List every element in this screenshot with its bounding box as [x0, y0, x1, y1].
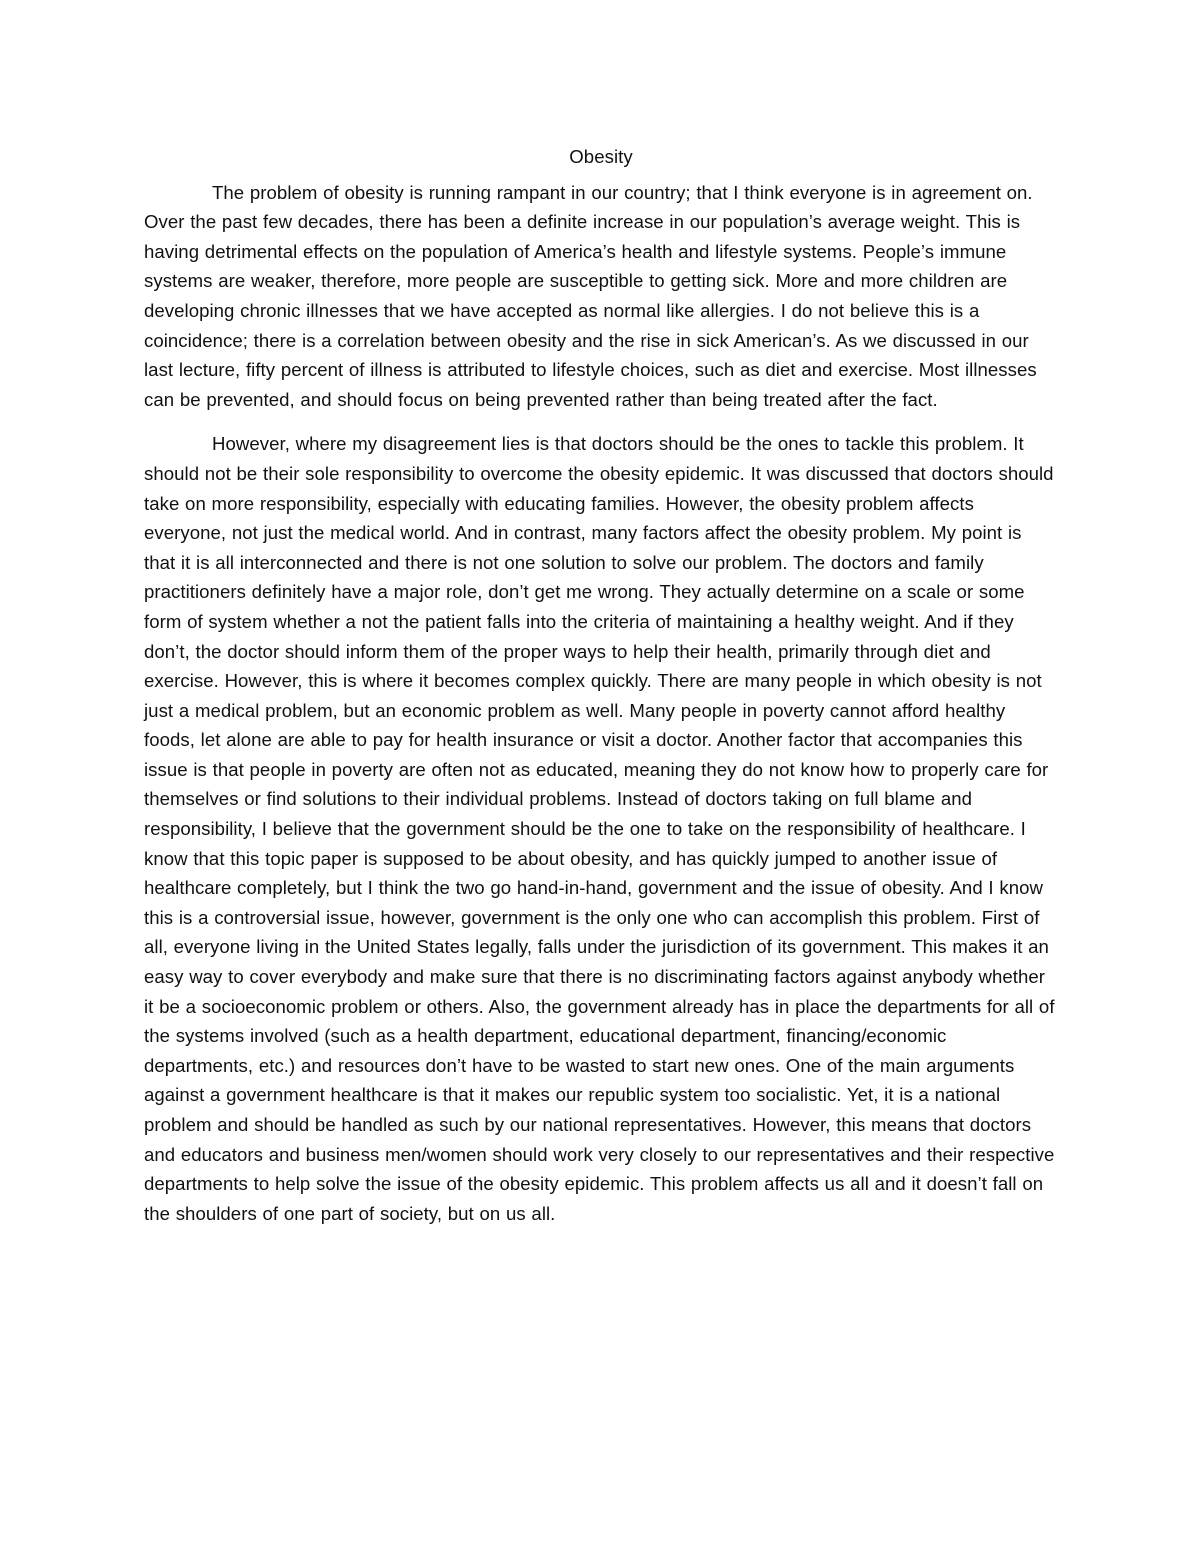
document-body: [144, 142, 1058, 1243]
document-title: Obesity: [569, 146, 633, 167]
paragraph-1: The problem of obesity is running rampant in our country; that I think everyone is in agreement on. Over the past few decades, there has been a definite increase in our population’s average weight. This is having detrimental effects on the population of America’s health and lifestyle systems. People’s immune systems are weaker, therefore, more people are susceptible to getting sick. More and more children are developing chronic illnesses that we have accepted as normal like allergies. I do not believe this is a coincidence; there is a correlation between obesity and the rise in sick American’s. As we discussed in our last lecture, fifty percent of illness is attributed to lifestyle choices, such as diet and exercise. Most illnesses can be prevented, and should focus on being prevented rather than being treated after the fact.: [144, 181, 1037, 410]
paragraph-2: However, where my disagreement lies is that doctors should be the ones to tackle this problem. It should not be their sole responsibility to overcome the obesity epidemic. It was discussed that doctors should take on more responsibility, especially with educating families. However, the obesity problem affects everyone, not just the medical world. And in contrast, many factors affect the obesity problem. My point is that it is all interconnected and there is not one solution to solve our problem. The doctors and family practitioners definitely have a major role, don’t get me wrong. They actually determine on a scale or some form of system whether a not the patient falls into the criteria of maintaining a healthy weight. And if they don’t, the doctor should inform them of the proper ways to help their health, primarily through diet and exercise. However, this is where it becomes complex quickly. There are many people in which obesity is not just a medical problem, but an economic problem as well. Many people in poverty cannot afford healthy foods, let alone are able to pay for health insurance or visit a doctor. Another factor that accompanies this issue is that people in poverty are often not as educated, meaning they do not know how to properly care for themselves or find solutions to their individual problems. Instead of doctors taking on full blame and responsibility, I believe that the government should be the one to take on the responsibility of healthcare. I know that this topic paper is supposed to be about obesity, and has quickly jumped to another issue of healthcare completely, but I think the two go hand-in-hand, government and the issue of obesity. And I know this is a controversial issue, however, government is the only one who can accomplish this problem. First of all, everyone living in the United States legally, falls under the jurisdiction of its government. This makes it an easy way to cover everybody and make sure that there is no discriminating factors against anybody whether it be a socioeconomic problem or others. Also, the government already has in place the departments for all of the systems involved (such as a health department, educational department, financing/economic departments, etc.) and resources don’t have to be wasted to start new ones. One of the main arguments against a government healthcare is that it makes our republic system too socialistic. Yet, it is a national problem and should be handled as such by our national representatives. However, this means that doctors and educators and business men/women should work very closely to our representatives and their respective departments to help solve the issue of the obesity epidemic. This problem affects us all and it doesn’t fall on the shoulders of one part of society, but on us all.: [144, 433, 1055, 1224]
